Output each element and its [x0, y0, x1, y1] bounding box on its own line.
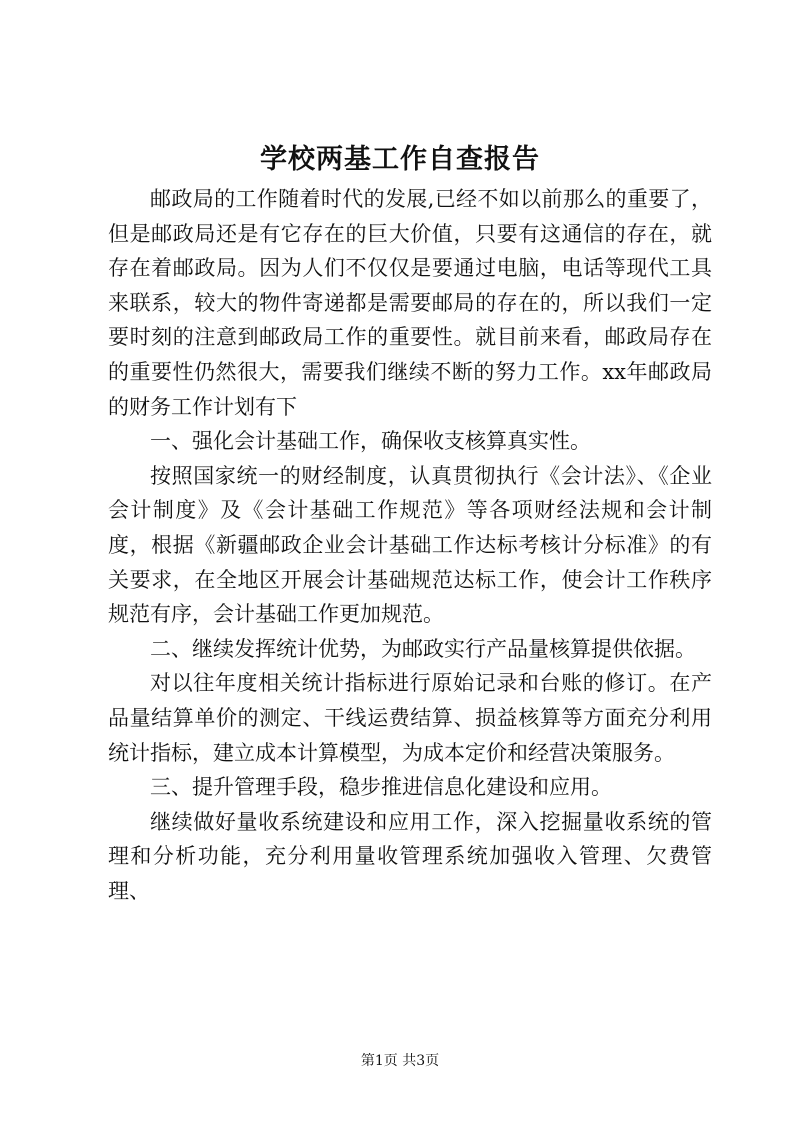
document-body — [108, 182, 712, 908]
section-heading-2: 二、继续发挥统计优势，为邮政实行产品量核算提供依据。 — [150, 636, 696, 661]
section-heading-3: 三、提升管理手段，稳步推进信息化建设和应用。 — [150, 775, 612, 800]
section-heading-1: 一、强化会计基础工作，确保收支核算真实性。 — [150, 429, 591, 454]
document-title: 学校两基工作自查报告 — [260, 144, 540, 175]
page-number-footer: 第1页 共3页 — [360, 1053, 440, 1069]
paragraph-section-3: 继续做好量收系统建设和应用工作，深入挖掘量收系统的管理和分析功能，充分利用量收管理系统加强收入管理、欠费管理、 — [108, 809, 712, 903]
paragraph-intro: 邮政局的工作随着时代的发展,已经不如以前那么的重要了，但是邮政局还是有它存在的巨大价值，只要有这通信的存在，就存在着邮政局。因为人们不仅仅是要通过电脑，电话等现代工具来联系，较大的物件寄递都是需要邮局的存在的，所以我们一定要时刻的注意到邮政局工作的重要性。就目前来看，邮政局存在的重要性仍然很大，需要我们继续不断的努力工作。xx年邮政局的财务工作计划有下 — [108, 187, 712, 419]
paragraph-section-2: 对以往年度相关统计指标进行原始记录和台账的修订。在产品量结算单价的测定、干线运费结算、损益核算等方面充分利用统计指标，建立成本计算模型，为成本定价和经营决策服务。 — [108, 671, 712, 765]
paragraph-section-1: 按照国家统一的财经制度，认真贯彻执行《会计法》、《企业会计制度》及《会计基础工作规范》等各项财经法规和会计制度，根据《新疆邮政企业会计基础工作达标考核计分标准》的有关要求，在全地区开展会计基础规范达标工作，使会计工作秩序规范有序，会计基础工作更加规范。 — [108, 463, 712, 627]
